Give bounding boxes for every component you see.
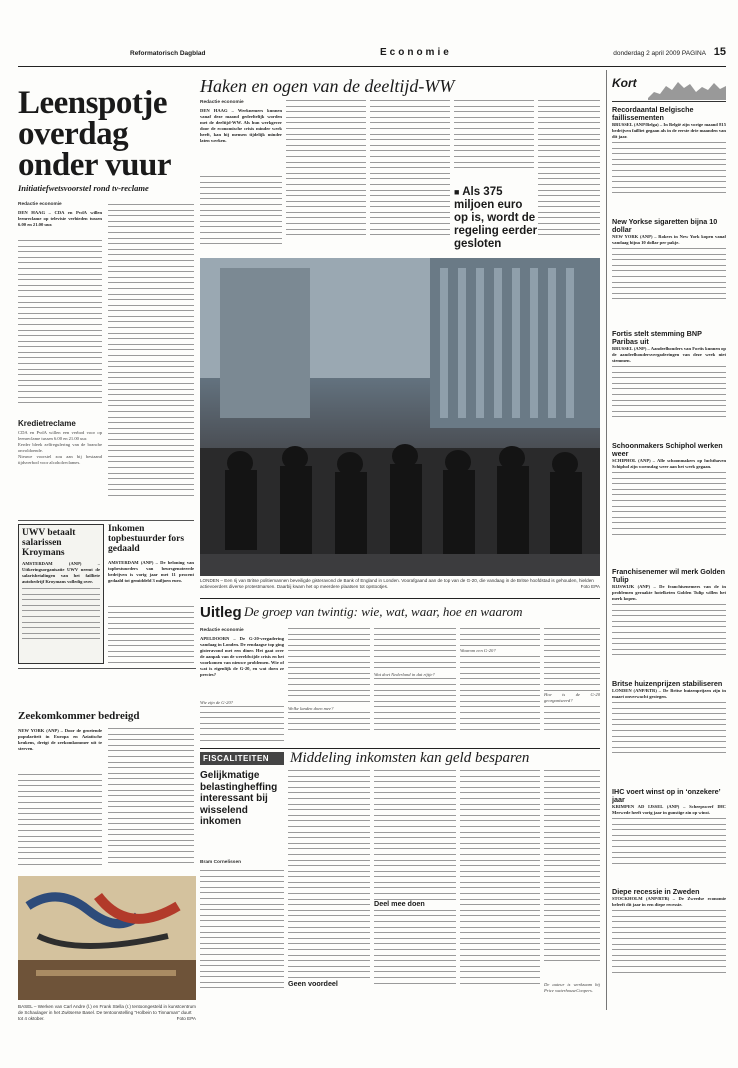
lead-headline: Leenspotje overdag onder vuur xyxy=(18,85,172,183)
page-date: donderdag 2 april 2009 PAGINA xyxy=(613,50,706,57)
main-body-col5 xyxy=(538,100,600,256)
fiscaliteiten-pullquote: Gelijkmatige belastingheffing interessant bij wisselend inkomen xyxy=(200,770,278,827)
kort-header xyxy=(612,74,726,102)
kort-item-title: Franchisenemer wil merk Golden Tulip xyxy=(612,568,726,584)
kort-item-body xyxy=(612,142,726,193)
factbox-title: Kredietreclame xyxy=(18,419,76,428)
fiscaliteiten-headline: Middeling inkomsten kan geld besparen xyxy=(290,750,530,766)
basel-photo-illustration xyxy=(18,876,196,1000)
main-body-col2 xyxy=(286,100,366,256)
lead-body-col1 xyxy=(18,240,102,416)
kort-item xyxy=(612,106,726,218)
zeekom-headline: Zeekomkommer bedreigd xyxy=(18,710,140,722)
kort-item xyxy=(612,442,726,568)
uwv-body xyxy=(22,588,100,646)
main-body-col4 xyxy=(454,100,534,180)
fiscaliteiten-byline: Bram Cornelissen xyxy=(200,860,242,865)
fisc-subheading: Deel mee doen xyxy=(374,900,456,908)
fisc-subheading: Geen voordeel xyxy=(288,980,370,988)
kort-item-intro: BRUSSEL (ANP/Belga) – In België zijn vorige maand 815 bedrijven failliet gegaan als in de eerste drie maanden van dit jaar. xyxy=(612,122,726,139)
fisc-body-col2 xyxy=(288,770,370,1000)
kort-item xyxy=(612,218,726,330)
inkomen-intro: AMSTERDAM (ANP) – De beloning van topbestuurders van beursgenoteerde bedrijven is vorig jaar met 11 procent gedaald tot gemiddeld 3 miljoen euro. xyxy=(108,560,194,583)
divider xyxy=(200,748,600,749)
column-divider xyxy=(606,70,607,1010)
divider xyxy=(200,598,600,599)
main-pullquote: ■ Als 375 miljoen euro op is, wordt de regeling eerder gesloten xyxy=(454,186,538,250)
kort-item-body xyxy=(612,472,726,535)
masthead-rule xyxy=(18,66,726,67)
kort-item-title: Diepe recessie in Zweden xyxy=(612,888,700,896)
kort-item-body xyxy=(612,818,726,864)
uwv-intro: AMSTERDAM (ANP) – Uitkeringsorganisatie UWV neemt de salarisbetalingen van het failliete autobedrijf Kroymans volledig over. xyxy=(22,561,100,584)
uitleg-col1 xyxy=(200,700,284,746)
main-byline: Redactie economie xyxy=(200,100,244,105)
section-title: Economie xyxy=(380,47,452,58)
uitleg-byline: Redactie economie xyxy=(200,628,244,633)
uitleg-question: Welke landen doen mee? xyxy=(288,706,370,712)
fisc-body-col4 xyxy=(460,770,540,1000)
factbox-item: CDA en PvdA willen een verbod voor op leenreclame tussen 6.00 en 21.00 uur. xyxy=(18,430,102,441)
kort-item-intro: SCHIPHOL (ANP) – Alle schoonmakers op luchthaven Schiphol zijn woensdag weer aan het werk gegaan. xyxy=(612,458,726,469)
zeekom-body-col1 xyxy=(18,774,102,870)
lead-subtitle: Initiatiefwetsvoorstel rond tv-reclame xyxy=(18,183,149,193)
uitleg-col3 xyxy=(374,628,456,744)
kort-item-title: IHC voert winst op in ‘onzekere’ jaar xyxy=(612,788,721,804)
kort-item-body xyxy=(612,366,726,417)
fiscaliteiten-label: FISCALITEITEN xyxy=(200,752,284,765)
kort-item-intro: RIJSWIJK (ANP) – De franchisenemers van de in problemen geraakte hotelketen Golden Tulip willen het merk kopen. xyxy=(612,584,726,601)
uitleg-logo: Uitleg xyxy=(200,604,242,621)
uwv-box xyxy=(18,524,104,664)
uitleg-question: Wat doet Nederland in dat rijtje? xyxy=(374,672,456,678)
kort-item-intro: KRIMPEN AD IJSSEL (ANP) – Scheepswerf IHC Merwede heeft vorig jaar in gunstige zin op winst. xyxy=(612,804,726,815)
divider xyxy=(18,668,196,669)
kort-item xyxy=(612,888,726,1008)
page-number: 15 xyxy=(713,46,726,58)
uitleg-question: Hoe is de G-20 georganiseerd? xyxy=(544,692,600,703)
kort-item xyxy=(612,330,726,442)
kort-item-title: Fortis stelt stemming BNP Paribas uit xyxy=(612,330,702,346)
pullquote-text: Als 375 miljoen euro op is, wordt de regeling eerder gesloten xyxy=(454,186,538,250)
basel-caption-text: BASEL – Werken van Carl Andre (l.) en Frank Stella (r.) tentoongesteld in kunstcentrum de Schaulager in het Zwitserse Basel. De tentoonstelling "Holbein to Tinnaman" duurt tot 4 oktober. xyxy=(18,1004,196,1021)
kort-item-intro: STOCKHOLM (ANP/RTR) – De Zweedse economie beleeft dit jaar in een diepe recessie. xyxy=(612,896,726,907)
kort-list xyxy=(612,106,726,1008)
kort-item xyxy=(612,680,726,788)
kort-item-title: Recordaantal Belgische faillissementen xyxy=(612,106,694,122)
basel-photo-credit: Foto EPA xyxy=(176,1016,196,1021)
uitleg-col4 xyxy=(460,628,540,744)
inkomen-headline: Inkomen topbestuurder fors gedaald xyxy=(108,524,185,554)
kort-item-title: Schoonmakers Schiphol werken weer xyxy=(612,442,723,458)
kort-logo: Kort xyxy=(612,76,637,90)
kort-item-title: New Yorkse sigaretten bijna 10 dollar xyxy=(612,218,718,234)
factbox-item: Nieuwe voorstel zou aan bij bestaand tijdsverbod voor alcoholreclames. xyxy=(18,454,102,465)
uitleg-col5 xyxy=(544,628,600,744)
london-caption-text: LONDEN – Een rij van Britse politiemannen beveiligde gisteravond de Bank of England in Londen. Voorafgaand aan de top van de G-20, die vandaag in de Britse hoofdstad is gehouden, hielden actievoerders diverse protestmarsen. Daarbij kwam het op meerdere plaatsen tot opstootjes. xyxy=(200,578,594,589)
uitleg-question: Wie zijn de G-20? xyxy=(200,700,234,705)
masthead xyxy=(130,46,726,64)
london-photo-illustration xyxy=(200,258,600,576)
uitleg-headline: De groep van twintig: wie, wat, waar, hoe en waarom xyxy=(244,604,523,619)
london-photo-credit: Foto EPA xyxy=(580,584,600,589)
main-body-col3 xyxy=(370,100,450,256)
uitleg-col2 xyxy=(288,628,370,744)
lead-body-col2 xyxy=(108,204,194,516)
fisc-body-col3 xyxy=(374,770,456,1000)
divider xyxy=(18,520,194,521)
basel-art-photo xyxy=(18,876,196,1000)
main-body-col1 xyxy=(200,176,282,256)
kort-item-intro: NEW YORK (ANP) – Rokers in New York kopen vanaf vandaag bijna 10 dollar per pakje. xyxy=(612,234,726,245)
kort-item-body xyxy=(612,248,726,299)
uwv-headline: UWV betaalt salarissen Kroymans xyxy=(22,528,76,558)
fisc-body-col1 xyxy=(200,870,284,1000)
kort-skyline-icon xyxy=(648,78,726,100)
zeekom-intro: NEW YORK (ANP) – Door de groeiende populariteit in Europa en Aziatische keukens, dreigt de zeekomkommer uit te sterven. xyxy=(18,728,102,751)
uitleg-question: Waarom een G-20? xyxy=(460,648,540,654)
main-intro: DEN HAAG – Werknemers kunnen vanaf deze maand gedeeltelijk worden met de deeltijd-WW. Als hun werkgever door de economische crisis minder werk heeft, kan hij mensen tijdelijk minder laten werken. xyxy=(200,108,282,143)
inkomen-body xyxy=(108,606,194,668)
london-police-photo xyxy=(200,258,600,576)
lead-byline: Redactie economie xyxy=(18,202,62,207)
zeekom-body-col2 xyxy=(108,728,194,870)
kort-item-body xyxy=(612,910,726,973)
kort-item-title: Britse huizenprijzen stabiliseren xyxy=(612,680,723,688)
kort-item-intro: BRUSSEL (ANP) – Aandeelhouders van Fortis kunnen op de aandeelhoudersvergaderingen van deze week niet stemmen. xyxy=(612,346,726,363)
paper-name: Reformatorisch Dagblad xyxy=(130,50,206,57)
factbox-item: Eerder bleek zelfregulering van de branche onvoldoende. xyxy=(18,442,102,453)
basel-caption xyxy=(18,1004,196,1022)
fisc-author-note: De auteur is werkzaam bij Price waterhouseCoopers. xyxy=(544,982,600,993)
kort-item-body xyxy=(612,604,726,655)
kort-item xyxy=(612,788,726,888)
lead-factbox xyxy=(18,420,102,466)
kort-item-intro: LONDEN (ANP/RTR) – De Britse huizenprijzen zijn in maart onverwacht gestegen. xyxy=(612,688,726,699)
uitleg-body xyxy=(200,706,284,746)
kort-item-body xyxy=(612,702,726,753)
uitleg-intro: APELDOORN – De G-20-vergadering vandaag in Londen. De eendaagse top ging gisteravond met een diner. Het gaat over de aanpak van de wereldwijde crisis en het voorkomen van nieuwe problemen. Wie of wat is eigenlijk de G-20, en wat doen ze precies? xyxy=(200,636,284,677)
lead-intro: DEN HAAG – CDA en PvdA willen leenreclame op televisie verbieden tussen 6.00 en 21.00 uur. xyxy=(18,210,102,227)
kort-item xyxy=(612,568,726,680)
main-headline: Haken en ogen van de deeltijd-WW xyxy=(200,76,455,96)
london-caption xyxy=(200,578,600,590)
fisc-body-col5 xyxy=(544,770,600,980)
